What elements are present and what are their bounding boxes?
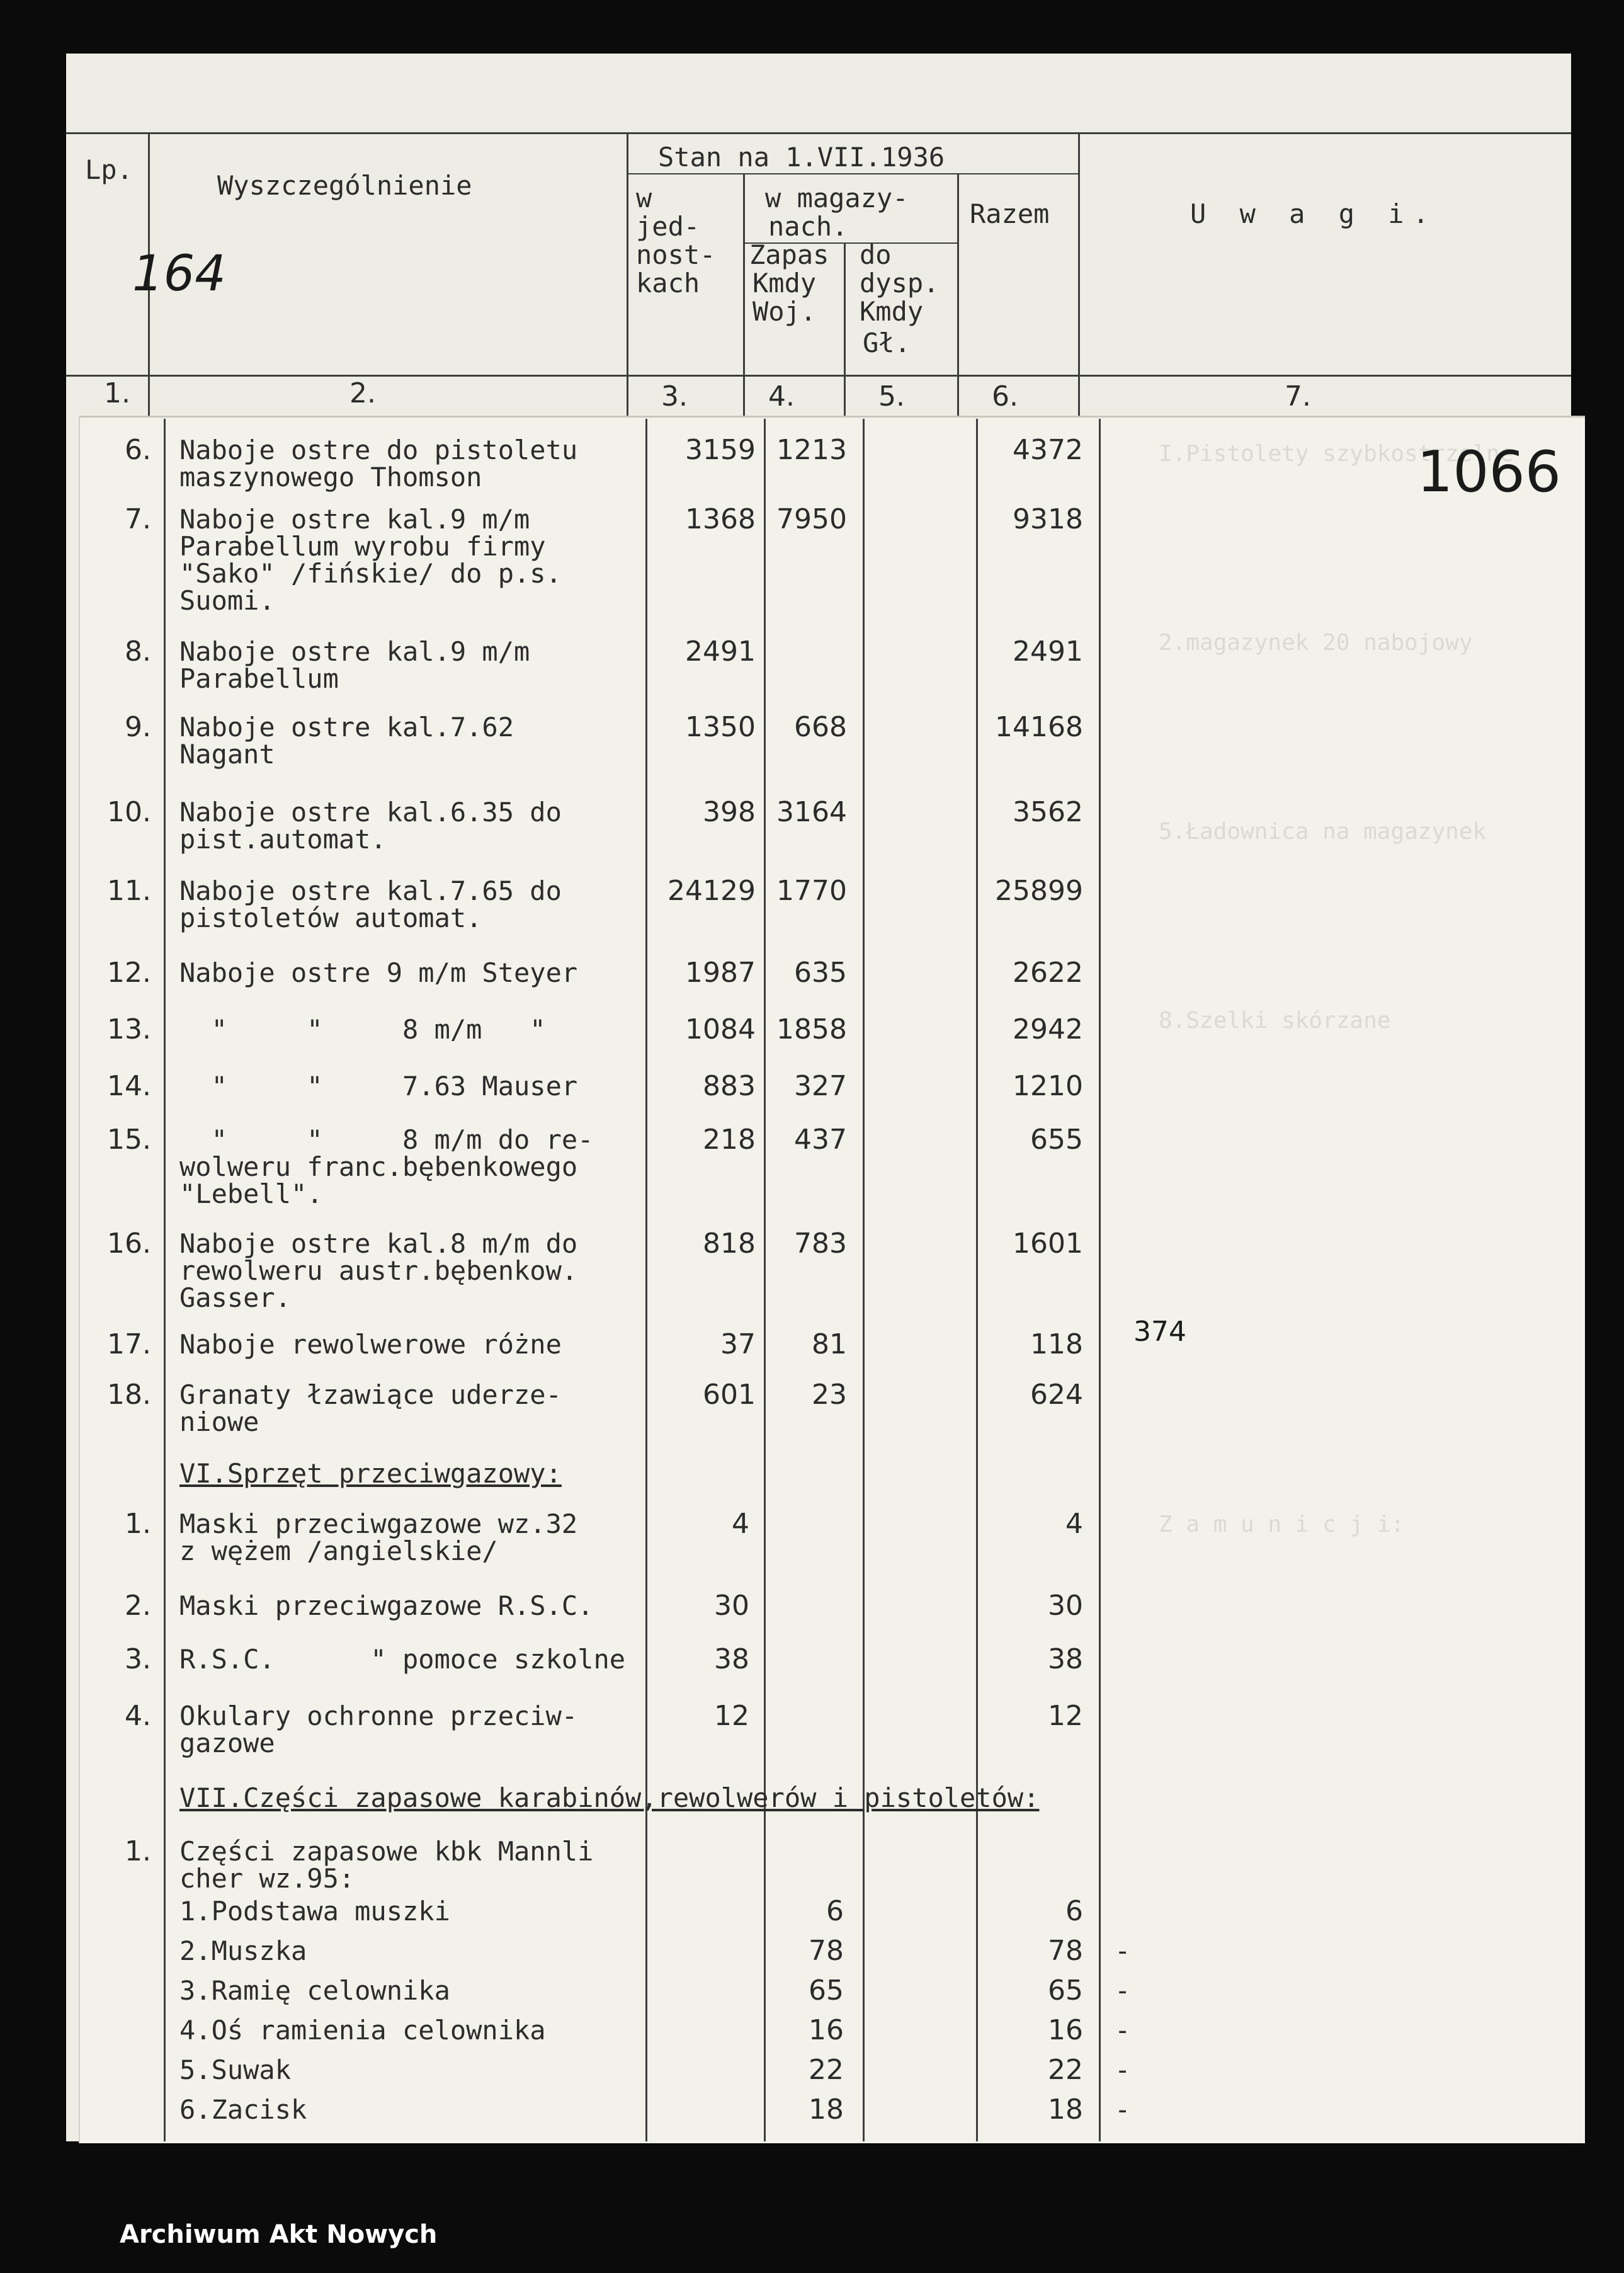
part-description: 6.Zacisk xyxy=(179,2094,307,2125)
cell-razem: 65 xyxy=(1048,1974,1083,2007)
part-description: 3.Ramię celownika xyxy=(179,1975,450,2006)
archive-footer: Archiwum Akt Nowych xyxy=(120,2220,438,2249)
cell-jednostki: 24129 xyxy=(667,875,756,907)
header-jed: jed- xyxy=(636,211,700,242)
cell-zapas: 81 xyxy=(812,1328,847,1360)
row-description: Naboje rewolwerowe różne xyxy=(179,1329,562,1360)
cell-jednostki: 3159 xyxy=(685,434,756,466)
vline-c6 xyxy=(957,173,959,416)
cell-zapas: 78 xyxy=(809,1935,844,1967)
row-lp: 7. xyxy=(125,503,151,535)
cell-razem: 6 xyxy=(1065,1895,1083,1927)
handwritten-annotation: 374 xyxy=(1133,1316,1186,1348)
header-zapas: Zapas xyxy=(749,239,829,270)
row-description: wolweru franc.bębenkowego xyxy=(179,1151,578,1182)
colnum-3: 3. xyxy=(661,380,688,413)
row-lp: 1. xyxy=(125,1508,151,1540)
row-description: Części zapasowe kbk Mannli xyxy=(179,1836,594,1867)
row-lp: 9. xyxy=(125,711,151,743)
row-lp: 12. xyxy=(107,957,151,989)
row-description: niowe xyxy=(179,1406,259,1437)
row-description: maszynowego Thomson xyxy=(179,462,482,493)
cell-razem: 30 xyxy=(1048,1590,1083,1622)
row-description: Naboje ostre kal.9 m/m xyxy=(179,504,530,535)
cell-razem: 1601 xyxy=(1013,1228,1083,1260)
row-lp: 16. xyxy=(107,1228,151,1260)
cell-zapas: 1858 xyxy=(776,1013,847,1045)
row-lp: 4. xyxy=(125,1700,151,1732)
cell-razem: 624 xyxy=(1030,1379,1083,1411)
row-description: Maski przeciwgazowe wz.32 xyxy=(179,1508,578,1539)
header-do: do xyxy=(860,239,892,270)
header-kach: kach xyxy=(636,268,700,299)
cell-razem: 18 xyxy=(1048,2094,1083,2126)
row-description: Naboje ostre kal.7.65 do xyxy=(179,875,562,906)
header-rule xyxy=(66,375,1571,377)
row-description: gazowe xyxy=(179,1728,275,1758)
header-woj: Woj. xyxy=(752,296,817,327)
colnum-1: 1. xyxy=(104,377,130,409)
row-description: Maski przeciwgazowe R.S.C. xyxy=(179,1590,594,1621)
vline-c4 xyxy=(743,173,745,416)
row-lp: 14. xyxy=(107,1070,151,1102)
cell-zapas: 22 xyxy=(809,2054,844,2086)
cell-razem: 3562 xyxy=(1013,796,1083,828)
colnum-5: 5. xyxy=(878,380,905,413)
cell-jednostki: 1084 xyxy=(685,1013,756,1045)
cell-jednostki: 883 xyxy=(703,1070,756,1102)
cell-zapas: 18 xyxy=(809,2094,844,2126)
row-lp: 3. xyxy=(125,1643,151,1675)
cell-jednostki: 1350 xyxy=(685,711,756,743)
row-lp: 15. xyxy=(107,1124,151,1156)
row-description: cher wz.95: xyxy=(179,1863,355,1894)
row-lp: 1. xyxy=(125,1835,151,1867)
header-dysp: dysp. xyxy=(860,268,940,299)
header-uwagi: U w a g i. xyxy=(1190,198,1438,229)
cell-zapas: 23 xyxy=(812,1379,847,1411)
cell-jednostki: 398 xyxy=(703,796,756,828)
cell-razem: 1210 xyxy=(1013,1070,1083,1102)
cell-razem: 4372 xyxy=(1013,434,1083,466)
part-description: 4.Oś ramienia celownika xyxy=(179,2015,546,2046)
row-description: Naboje ostre kal.8 m/m do xyxy=(179,1228,578,1259)
row-description: Okulary ochronne przeciw- xyxy=(179,1700,578,1731)
cell-zapas: 16 xyxy=(809,2014,844,2046)
header-w: w xyxy=(636,183,652,214)
cell-razem: 2491 xyxy=(1013,635,1083,668)
cell-razem: 655 xyxy=(1030,1124,1083,1156)
row-lp: 10. xyxy=(107,796,151,828)
cell-razem: 22 xyxy=(1048,2054,1083,2086)
row-description: Naboje ostre kal.6.35 do xyxy=(179,797,562,828)
body-vline-c5 xyxy=(863,419,865,2141)
handwritten-page-number: 164 xyxy=(132,246,226,302)
part-description: 5.Suwak xyxy=(179,2054,292,2085)
cell-zapas: 635 xyxy=(794,957,847,989)
header-gl: Gł. xyxy=(863,328,911,358)
body-vline-c6 xyxy=(976,419,978,2141)
cell-razem: 2942 xyxy=(1013,1013,1083,1045)
body-vline-c7 xyxy=(1099,419,1101,2141)
header-stan: Stan na 1.VII.1936 xyxy=(658,142,945,173)
header-nost: nost- xyxy=(636,239,716,270)
cell-zapas: 437 xyxy=(794,1124,847,1156)
cell-jednostki: 1987 xyxy=(685,957,756,989)
dash-mark: - xyxy=(1115,2094,1131,2125)
cell-zapas: 3164 xyxy=(776,796,847,828)
row-description: Suomi. xyxy=(179,585,275,616)
cell-razem: 16 xyxy=(1048,2014,1083,2046)
vline-c3 xyxy=(627,132,628,416)
cell-jednostki: 1368 xyxy=(685,503,756,535)
row-lp: 6. xyxy=(125,434,151,466)
cell-jednostki: 4 xyxy=(732,1508,749,1540)
row-description: Parabellum wyrobu firmy xyxy=(179,531,546,562)
cell-jednostki: 218 xyxy=(703,1124,756,1156)
vline-c5 xyxy=(844,242,846,416)
stan-rule xyxy=(627,173,1080,174)
cell-razem: 4 xyxy=(1065,1508,1083,1540)
cell-zapas: 783 xyxy=(794,1228,847,1260)
row-description: Parabellum xyxy=(179,663,339,694)
cell-zapas: 1770 xyxy=(776,875,847,907)
cell-zapas: 668 xyxy=(794,711,847,743)
row-description: "Sako" /fińskie/ do p.s. xyxy=(179,558,562,589)
row-description: Naboje ostre kal.7.62 xyxy=(179,712,514,743)
row-lp: 13. xyxy=(107,1013,151,1045)
row-description: z wężem /angielskie/ xyxy=(179,1535,498,1566)
row-description: Nagant xyxy=(179,739,275,770)
section-title: VII.Części zapasowe karabinów,rewolwerów i pistoletów: xyxy=(179,1782,1040,1813)
cell-razem: 38 xyxy=(1048,1643,1083,1675)
colnum-6: 6. xyxy=(992,380,1018,413)
header-wyszczegolnienie: Wyszczególnienie xyxy=(217,170,472,201)
cell-razem: 78 xyxy=(1048,1935,1083,1967)
colnum-7: 7. xyxy=(1285,380,1311,413)
colnum-2: 2. xyxy=(349,377,376,409)
cell-jednostki: 818 xyxy=(703,1228,756,1260)
body-vline-lp xyxy=(164,419,166,2141)
row-description: R.S.C. " pomoce szkolne xyxy=(179,1644,626,1675)
body-vline-c3 xyxy=(645,419,647,2141)
row-lp: 2. xyxy=(125,1590,151,1622)
row-description: " " 8 m/m do re- xyxy=(179,1124,594,1155)
row-description: Granaty łzawiące uderze- xyxy=(179,1379,562,1410)
cell-zapas: 327 xyxy=(794,1070,847,1102)
cell-razem: 118 xyxy=(1030,1328,1083,1360)
header-razem: Razem xyxy=(970,198,1050,229)
row-description: Naboje ostre kal.9 m/m xyxy=(179,636,530,667)
row-description: " " 7.63 Mauser xyxy=(179,1071,578,1102)
cell-zapas: 1213 xyxy=(776,434,847,466)
cell-zapas: 7950 xyxy=(776,503,847,535)
dash-mark: - xyxy=(1115,2054,1131,2085)
body-vline-c4 xyxy=(764,419,766,2141)
row-description: pist.automat. xyxy=(179,824,387,855)
section-title: VI.Sprzęt przeciwgazowy: xyxy=(179,1458,562,1489)
cell-jednostki: 38 xyxy=(714,1643,749,1675)
cell-razem: 25899 xyxy=(995,875,1083,907)
header-nach: nach. xyxy=(768,211,848,242)
cell-razem: 14168 xyxy=(995,711,1083,743)
row-description: Naboje ostre do pistoletu xyxy=(179,435,578,465)
cell-zapas: 65 xyxy=(809,1974,844,2007)
row-lp: 11. xyxy=(107,875,151,907)
cell-jednostki: 37 xyxy=(720,1328,756,1360)
cell-razem: 2622 xyxy=(1013,957,1083,989)
row-description: "Lebell". xyxy=(179,1178,323,1209)
dash-mark: - xyxy=(1115,2015,1131,2046)
colnum-4: 4. xyxy=(768,380,795,413)
row-description: rewolweru austr.bębenkow. xyxy=(179,1255,578,1286)
cell-razem: 12 xyxy=(1048,1700,1083,1732)
row-lp: 17. xyxy=(107,1328,151,1360)
cell-jednostki: 12 xyxy=(714,1700,749,1732)
cell-razem: 9318 xyxy=(1013,503,1083,535)
row-description: Gasser. xyxy=(179,1282,292,1313)
header-magazy: w magazy- xyxy=(765,183,909,214)
cell-jednostki: 30 xyxy=(714,1590,749,1622)
row-description: " " 8 m/m " xyxy=(179,1014,546,1045)
dash-mark: - xyxy=(1115,1935,1131,1966)
part-description: 1.Podstawa muszki xyxy=(179,1896,450,1927)
row-lp: 8. xyxy=(125,635,151,668)
cell-jednostki: 2491 xyxy=(685,635,756,668)
vline-c7 xyxy=(1078,132,1080,416)
header-kmdy2: Kmdy xyxy=(860,296,924,327)
row-description: Naboje ostre 9 m/m Steyer xyxy=(179,957,578,988)
header-top-rule xyxy=(66,132,1571,134)
dash-mark: - xyxy=(1115,1975,1131,2006)
header-kmdy: Kmdy xyxy=(752,268,817,299)
row-description: pistoletów automat. xyxy=(179,903,482,933)
cell-zapas: 6 xyxy=(826,1895,844,1927)
part-description: 2.Muszka xyxy=(179,1935,307,1966)
header-lp: Lp. xyxy=(85,154,133,185)
cell-jednostki: 601 xyxy=(703,1379,756,1411)
handwritten-page-number-right: 1066 xyxy=(1417,439,1562,505)
row-lp: 18. xyxy=(107,1379,151,1411)
